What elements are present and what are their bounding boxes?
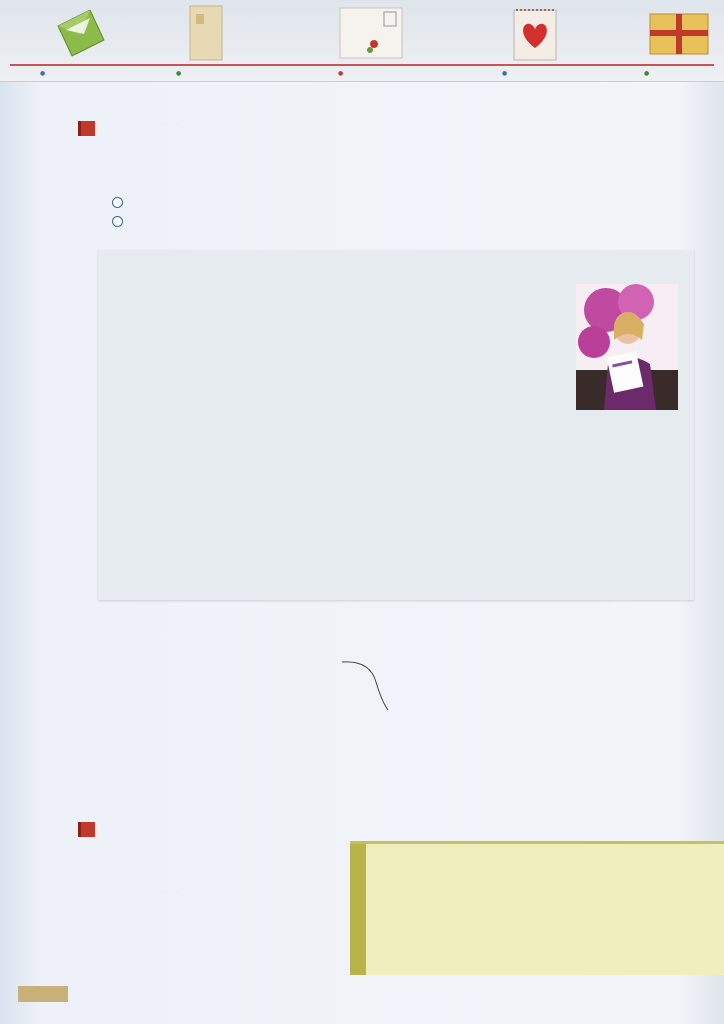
newspaper-article [98,250,694,600]
strip-item-envelope [40,0,120,82]
radio-button[interactable] [112,216,123,227]
strip-item-gift [640,0,724,82]
strip-label [338,69,347,78]
section-3-heading [78,121,101,136]
postcard-icon [336,4,406,66]
communication-box [350,841,724,975]
strip-item-letter-paper [176,0,246,82]
strip-label [502,69,511,78]
module-badge [18,986,68,1002]
section-4-heading [78,822,101,837]
strip-item-notepad [502,0,582,82]
communication-tab [350,844,366,975]
gift-icon [646,4,712,66]
option-2[interactable] [112,215,128,229]
strip-label [40,69,49,78]
letter-paper-icon [186,4,226,66]
section-number [78,121,95,136]
side-tab-label [58,640,70,700]
section-number [78,822,95,837]
luisa-bauer-photo [576,284,678,410]
top-image-strip [0,0,724,82]
option-1[interactable] [112,196,128,210]
notepad-heart-icon [508,4,562,66]
page-footer [0,986,724,1024]
envelope-icon [50,4,108,66]
strip-item-postcard [336,0,416,82]
connecting-line [336,656,396,716]
strip-label [644,69,653,78]
strip-label [176,69,185,78]
radio-button[interactable] [112,197,123,208]
